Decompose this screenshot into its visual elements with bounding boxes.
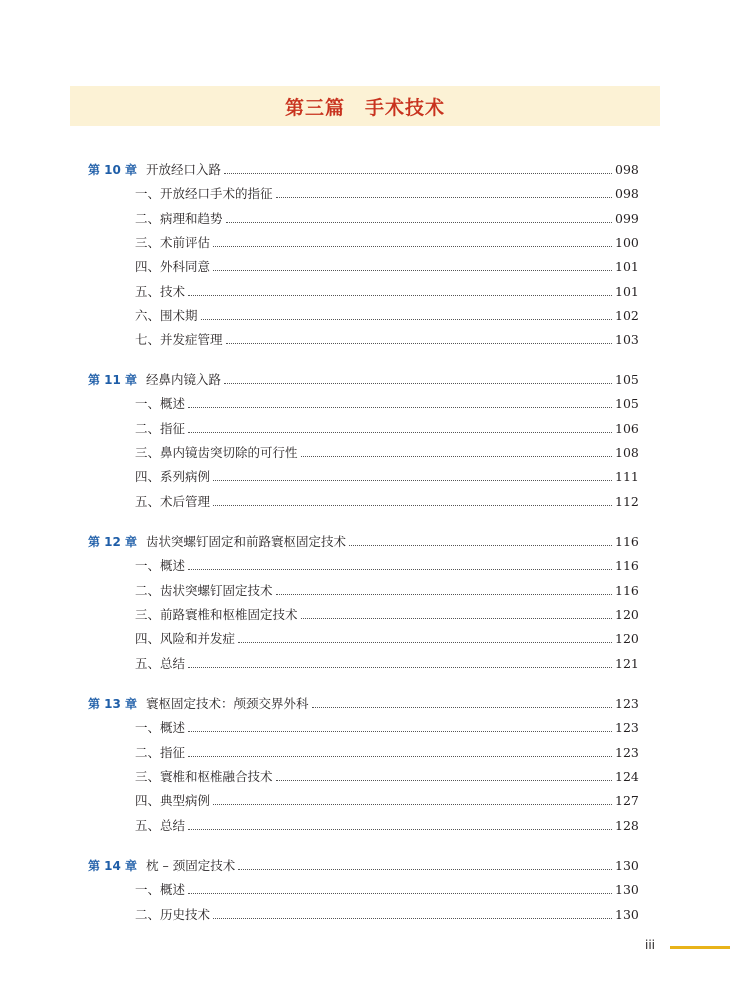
chapter-title: 寰枢固定技术：颅颈交界外科 <box>146 696 309 711</box>
toc-section-row[interactable] <box>135 878 637 898</box>
section-page: 123 <box>615 720 639 736</box>
toc-section-row[interactable] <box>135 716 637 736</box>
toc-chapter-row[interactable] <box>88 368 637 388</box>
toc-section-row[interactable] <box>135 741 637 761</box>
dot-leader <box>213 505 612 506</box>
section-page: 116 <box>615 558 639 574</box>
section-title: 二、病理和趋势 <box>135 210 223 226</box>
toc-section-row[interactable] <box>135 627 637 647</box>
section-title: 五、总结 <box>135 655 186 671</box>
section-title: 六、围术期 <box>135 307 198 323</box>
dot-leader <box>213 480 612 481</box>
chapter-number: 第 12 章 <box>88 535 138 549</box>
section-title: 四、外科同意 <box>135 259 211 275</box>
section-title: 一、概述 <box>135 396 186 412</box>
toc-chapter-row[interactable] <box>88 692 637 712</box>
dot-leader <box>188 731 612 732</box>
toc-section-row[interactable] <box>135 328 637 348</box>
section-title: 一、概述 <box>135 720 186 736</box>
section-page: 100 <box>615 234 639 250</box>
section-page: 130 <box>615 882 639 898</box>
toc-chapter-row[interactable] <box>88 158 637 178</box>
section-page: 130 <box>615 906 639 922</box>
section-title: 四、系列病例 <box>135 469 211 485</box>
section-title: 二、齿状突螺钉固定技术 <box>135 582 273 598</box>
section-page: 111 <box>615 469 639 485</box>
dot-leader <box>213 246 612 247</box>
toc-section-row[interactable] <box>135 652 637 672</box>
dot-leader <box>238 869 612 870</box>
toc-chapter-row[interactable] <box>88 530 637 550</box>
section-title: 三、寰椎和枢椎融合技术 <box>135 768 273 784</box>
chapter-page: 098 <box>615 162 639 177</box>
section-title: 三、前路寰椎和枢椎固定技术 <box>135 606 298 622</box>
section-title: 一、开放经口手术的指征 <box>135 186 273 202</box>
chapter-page: 116 <box>615 534 639 549</box>
dot-leader <box>312 707 612 708</box>
dot-leader <box>301 456 612 457</box>
toc-section-row[interactable] <box>135 207 637 227</box>
dot-leader <box>276 780 612 781</box>
section-page: 123 <box>615 744 639 760</box>
chapter-title: 齿状突螺钉固定和前路寰枢固定技术 <box>146 534 347 549</box>
toc-section-row[interactable] <box>135 490 637 510</box>
section-page: 128 <box>615 817 639 833</box>
dot-leader <box>188 756 612 757</box>
section-title: 三、鼻内镜齿突切除的可行性 <box>135 444 298 460</box>
toc-section-row[interactable] <box>135 554 637 574</box>
section-page: 101 <box>615 283 639 299</box>
toc-section-row[interactable] <box>135 417 637 437</box>
section-page: 112 <box>615 493 639 509</box>
dot-leader <box>213 804 612 805</box>
dot-leader <box>188 407 612 408</box>
toc-section-row[interactable] <box>135 603 637 623</box>
section-title: 七、并发症管理 <box>135 332 223 348</box>
chapter-number: 第 11 章 <box>88 373 138 387</box>
part-title: 第三篇 手术技术 <box>284 96 445 119</box>
dot-leader <box>276 594 612 595</box>
dot-leader <box>224 173 612 174</box>
toc-section-row[interactable] <box>135 182 637 202</box>
chapter-title: 开放经口入路 <box>146 162 222 177</box>
chapter-number: 第 14 章 <box>88 859 138 873</box>
section-page: 121 <box>615 655 639 671</box>
dot-leader <box>188 893 612 894</box>
toc-section-row[interactable] <box>135 304 637 324</box>
section-page: 108 <box>615 444 639 460</box>
toc-section-row[interactable] <box>135 814 637 834</box>
section-page: 120 <box>615 606 639 622</box>
dot-leader <box>213 270 612 271</box>
dot-leader <box>301 618 612 619</box>
toc-section-row[interactable] <box>135 789 637 809</box>
dot-leader <box>188 432 612 433</box>
section-page: 098 <box>615 186 639 202</box>
toc-section-row[interactable] <box>135 255 637 275</box>
dot-leader <box>238 642 612 643</box>
section-title: 五、总结 <box>135 817 186 833</box>
toc-section-row[interactable] <box>135 441 637 461</box>
section-page: 101 <box>615 259 639 275</box>
chapter-title: 枕 – 颈固定技术 <box>146 858 236 873</box>
section-page: 124 <box>615 768 639 784</box>
toc-section-row[interactable] <box>135 765 637 785</box>
chapter-number: 第 10 章 <box>88 163 138 177</box>
section-page: 116 <box>615 582 639 598</box>
section-page: 120 <box>615 631 639 647</box>
section-title: 二、指征 <box>135 420 186 436</box>
toc-section-row[interactable] <box>135 579 637 599</box>
dot-leader <box>188 295 612 296</box>
section-page: 099 <box>615 210 639 226</box>
chapter-title: 经鼻内镜入路 <box>146 372 222 387</box>
section-title: 二、指征 <box>135 744 186 760</box>
section-title: 四、风险和并发症 <box>135 631 236 647</box>
dot-leader <box>188 829 612 830</box>
toc-chapter-row[interactable] <box>88 854 637 874</box>
toc-section-row[interactable] <box>135 392 637 412</box>
section-title: 四、典型病例 <box>135 793 211 809</box>
dot-leader <box>349 545 612 546</box>
section-page: 103 <box>615 332 639 348</box>
dot-leader <box>213 918 612 919</box>
dot-leader <box>188 569 612 570</box>
footer-accent-bar <box>670 946 730 949</box>
chapter-page: 130 <box>615 858 639 873</box>
chapter-page: 105 <box>615 372 639 387</box>
section-title: 一、概述 <box>135 558 186 574</box>
toc-section-row[interactable] <box>135 280 637 300</box>
section-page: 105 <box>615 396 639 412</box>
section-title: 五、技术 <box>135 283 186 299</box>
page-number: iii <box>645 938 656 952</box>
dot-leader <box>224 383 612 384</box>
section-page: 102 <box>615 307 639 323</box>
chapter-number: 第 13 章 <box>88 697 138 711</box>
dot-leader <box>276 197 612 198</box>
dot-leader <box>201 319 612 320</box>
dot-leader <box>226 222 612 223</box>
dot-leader <box>226 343 612 344</box>
toc-section-row[interactable] <box>135 465 637 485</box>
section-title: 二、历史技术 <box>135 906 211 922</box>
section-title: 五、术后管理 <box>135 493 211 509</box>
dot-leader <box>188 667 612 668</box>
section-page: 106 <box>615 420 639 436</box>
section-title: 一、概述 <box>135 882 186 898</box>
toc-section-row[interactable] <box>135 903 637 923</box>
section-title: 三、术前评估 <box>135 234 211 250</box>
toc-section-row[interactable] <box>135 231 637 251</box>
chapter-page: 123 <box>615 696 639 711</box>
section-page: 127 <box>615 793 639 809</box>
